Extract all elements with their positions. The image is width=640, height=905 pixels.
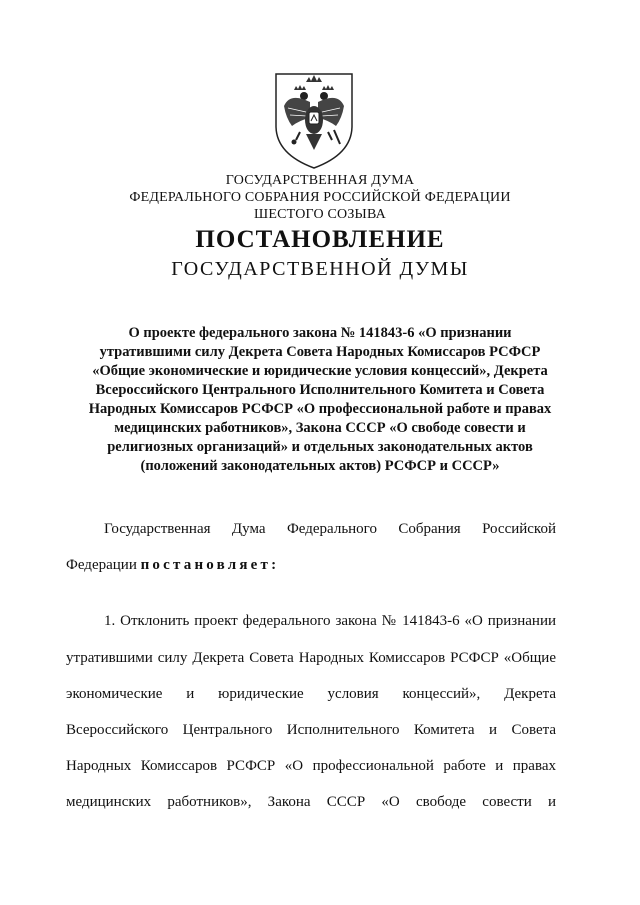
institution-line: ФЕДЕРАЛЬНОГО СОБРАНИЯ РОССИЙСКОЙ ФЕДЕРАЦИИ [129,190,511,205]
preamble-line: Государственная Дума Федерального Собрания Российской [104,521,556,537]
item-1-line: Народных Комиссаров РСФСР «О профессиональной работе и правах [66,758,556,774]
title-line: Всероссийского Центрального Исполнительного Комитета и Совета [95,382,545,398]
document-title [80,324,560,476]
item-1-line: утратившими силу Декрета Совета Народных Комиссаров РСФСР «Общие [66,650,556,666]
institution-line: ГОСУДАРСТВЕННАЯ ДУМА [225,173,415,188]
document-type-subheading: ГОСУДАРСТВЕННОЙ ДУМЫ [171,258,469,280]
title-line: утратившими силу Декрета Совета Народных Комиссаров РСФСР [99,344,541,360]
title-line: (положений законодательных актов) РСФСР и СССР» [140,458,500,474]
item-1-line: Всероссийского Центрального Исполнительного Комитета и Совета [66,722,556,738]
preamble-prefix: Федерации [66,557,141,573]
institution-name [0,172,640,223]
title-line: «Общие экономические и юридические условия концессий», Декрета [92,363,548,379]
item-1-line: 1. Отклонить проект федерального закона № 141843-6 «О признании [104,613,556,629]
preamble-line [66,556,556,574]
institution-line: ШЕСТОГО СОЗЫВА [254,207,386,222]
item-1-line: экономические и юридические условия концессий», Декрета [66,686,556,702]
resolution-verb: постановляет: [140,557,280,573]
title-line: медицинских работников», Закона СССР «О свободе совести и [114,420,526,436]
title-line: О проекте федерального закона № 141843-6 «О признании [128,325,512,341]
russian-coat-of-arms-icon [270,68,358,172]
item-1-line: медицинских работников», Закона СССР «О свободе совести и [66,794,556,810]
document-type-heading: ПОСТАНОВЛЕНИЕ [195,226,445,253]
title-line: Народных Комиссаров РСФСР «О профессиональной работе и правах [88,401,552,417]
title-line: религиозных организаций» и отдельных законодательных актов [107,439,533,455]
